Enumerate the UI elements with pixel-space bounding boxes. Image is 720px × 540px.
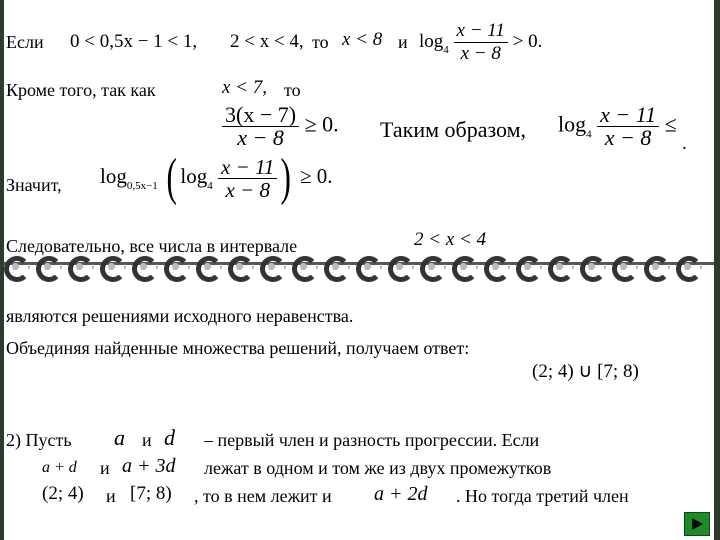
text-line3-rest: . Но тогда третий член <box>456 486 629 506</box>
text-line3-mid: , то в нем лежит и <box>194 486 332 506</box>
left-paren: ( <box>166 149 177 206</box>
formula-nested-log <box>100 149 333 206</box>
chain-link <box>228 256 254 282</box>
expr-a-plus-2d: a + 2d <box>374 483 428 505</box>
chain-link <box>36 256 62 282</box>
log-outer-label: log <box>100 163 127 188</box>
text-then: то <box>312 32 329 52</box>
fraction-numerator: 3(x − 7) <box>222 104 299 127</box>
chain-link <box>516 256 542 282</box>
expr-a-plus-3d: a + 3d <box>122 455 176 477</box>
chain-link <box>292 256 318 282</box>
chain-ornament <box>4 254 714 284</box>
chain-link <box>644 256 670 282</box>
text-if: Если <box>6 32 44 52</box>
fraction <box>218 156 277 201</box>
log-inner-base: 4 <box>207 179 213 192</box>
chain-link <box>4 256 30 282</box>
expr-a-plus-d: a + d <box>42 459 77 476</box>
text-and: и <box>398 32 408 52</box>
text-line1-rest: – первый член и разность прогрессии. Если <box>204 430 540 450</box>
chain-link <box>548 256 574 282</box>
formula-ineq2: 2 < x < 4, <box>230 31 304 52</box>
fraction-numerator: x − 11 <box>218 156 277 179</box>
text-solutions: являются решениями исходного неравенства. <box>6 306 354 326</box>
chain-link <box>100 256 126 282</box>
fraction <box>222 104 299 149</box>
log-base: 4 <box>443 43 449 56</box>
text-besides: Кроме того, так как <box>6 80 156 100</box>
chain-link <box>388 256 414 282</box>
chain-link <box>484 256 510 282</box>
log-outer-base: 0,5x−1 <box>126 179 158 192</box>
fraction-denominator: x − 8 <box>237 125 284 150</box>
relation: ≤ <box>664 111 677 137</box>
log-inner-label: log <box>180 163 208 188</box>
fraction-denominator: x − 8 <box>604 125 652 150</box>
next-arrow-icon <box>690 517 704 531</box>
fraction-numerator: x − 11 <box>454 20 508 43</box>
var-d: d <box>164 425 175 450</box>
right-paren: ) <box>280 149 292 206</box>
text-and-3: и <box>106 486 116 506</box>
chain-link <box>612 256 638 282</box>
text-let: 2) Пусть <box>6 430 72 450</box>
text-thus: Таким образом, <box>380 117 527 142</box>
fraction <box>454 20 508 65</box>
relation: ≥ 0. <box>304 111 339 137</box>
chain-link <box>356 256 382 282</box>
formula-log-frac <box>419 20 542 65</box>
fraction <box>597 104 659 149</box>
chain-link <box>676 256 702 282</box>
chain-link <box>452 256 478 282</box>
formula-cond2: x < 7, <box>222 77 268 98</box>
var-a: a <box>114 425 125 450</box>
fraction-numerator: x − 11 <box>597 104 659 127</box>
formula-interval: 2 < x < 4 <box>414 229 487 250</box>
interval-1: (2; 4) <box>42 483 84 504</box>
chain-link <box>68 256 94 282</box>
chain-link <box>164 256 190 282</box>
formula-ineq1: 0 < 0,5x − 1 < 1, <box>70 31 198 52</box>
relation: > 0. <box>512 30 543 52</box>
text-then2: то <box>284 80 301 100</box>
interval-2: [7; 8) <box>130 483 172 504</box>
formula-log-frac3 <box>558 104 677 149</box>
answer-formula: (2; 4) ∪ [7; 8) <box>532 361 639 382</box>
log-label: log <box>558 111 587 137</box>
next-slide-button[interactable] <box>684 512 710 536</box>
chain-link <box>132 256 158 282</box>
dot: . <box>682 133 687 154</box>
fraction-denominator: x − 8 <box>460 43 501 64</box>
log-label: log <box>419 30 444 52</box>
chain-link <box>324 256 350 282</box>
chain-link <box>260 256 286 282</box>
text-means: Значит, <box>6 175 62 195</box>
text-line2-rest: лежат в одном и том же из двух промежутков <box>204 458 552 478</box>
formula-frac3 <box>222 104 339 149</box>
log-base: 4 <box>586 128 592 141</box>
fraction-denominator: x − 8 <box>225 177 270 202</box>
text-and-1: и <box>142 430 152 450</box>
chain-link <box>196 256 222 282</box>
text-combining: Объединяя найденные множества решений, получаем ответ: <box>6 338 470 358</box>
slide <box>4 0 714 540</box>
relation: ≥ 0. <box>300 163 333 188</box>
text-consequently: Следовательно, все числа в интервале <box>6 236 298 256</box>
chain-link <box>420 256 446 282</box>
chain-link <box>580 256 606 282</box>
text-and-2: и <box>100 458 110 478</box>
formula-cond: x < 8 <box>342 29 383 50</box>
